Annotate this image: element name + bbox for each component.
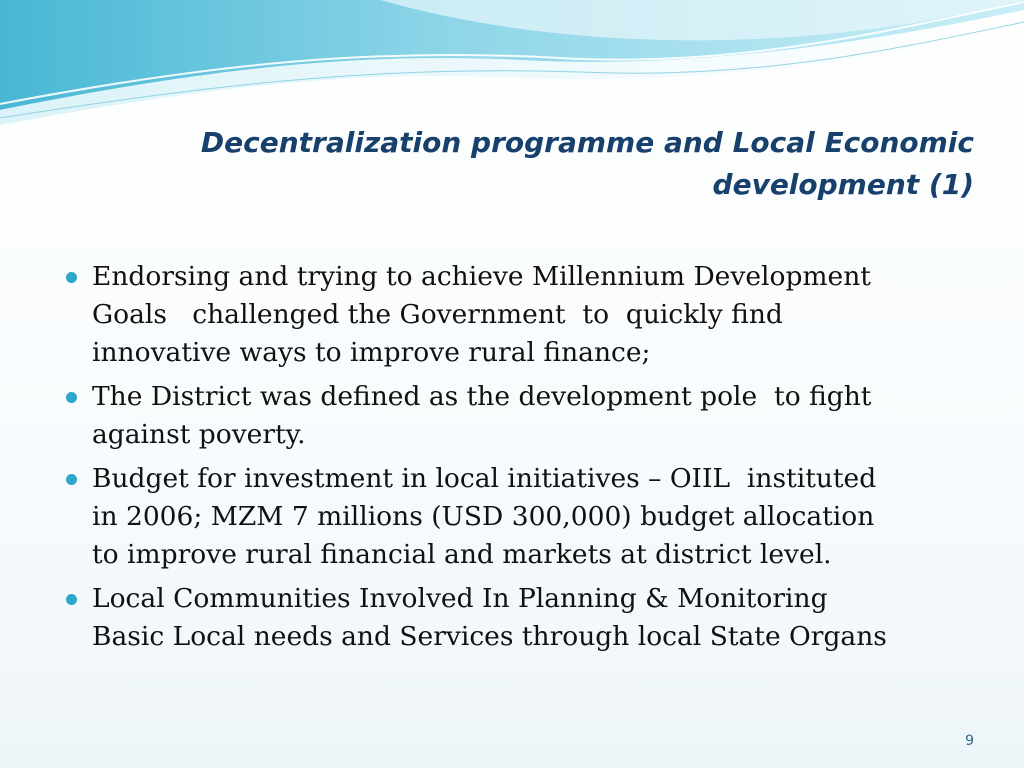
bullet-item (66, 460, 966, 574)
bullet-line: Basic Local needs and Services through local State Organs (92, 621, 887, 652)
header-wave-decoration (0, 0, 1024, 130)
bullet-marker-icon (66, 594, 77, 605)
slide-title (154, 122, 974, 206)
slide-title-line: development (1) (712, 168, 974, 201)
slide-title-line: Decentralization programme and Local Economic (200, 126, 974, 159)
bullet-item (66, 378, 966, 454)
bullet-marker-icon (66, 392, 77, 403)
bullet-line: against poverty. (92, 419, 306, 450)
bullet-marker-icon (66, 272, 77, 283)
bullet-line: Goals challenged the Government to quickly find (92, 299, 783, 330)
page-number: 9 (965, 733, 974, 749)
bullet-line: The District was defined as the development pole to fight (92, 381, 872, 412)
bullet-line: to improve rural financial and markets at district level. (92, 539, 832, 570)
bullet-line: innovative ways to improve rural finance; (92, 337, 651, 368)
bullet-item (66, 258, 966, 372)
bullet-marker-icon (66, 474, 77, 485)
bullet-item (66, 580, 966, 656)
bullet-line: Local Communities Involved In Planning & Monitoring (92, 583, 828, 614)
bullet-line: in 2006; MZM 7 millions (USD 300,000) budget allocation (92, 501, 875, 532)
bullet-line: Budget for investment in local initiatives – OIIL instituted (92, 463, 877, 494)
bullet-list (66, 258, 966, 662)
bullet-line: Endorsing and trying to achieve Millennium Development (92, 261, 871, 292)
